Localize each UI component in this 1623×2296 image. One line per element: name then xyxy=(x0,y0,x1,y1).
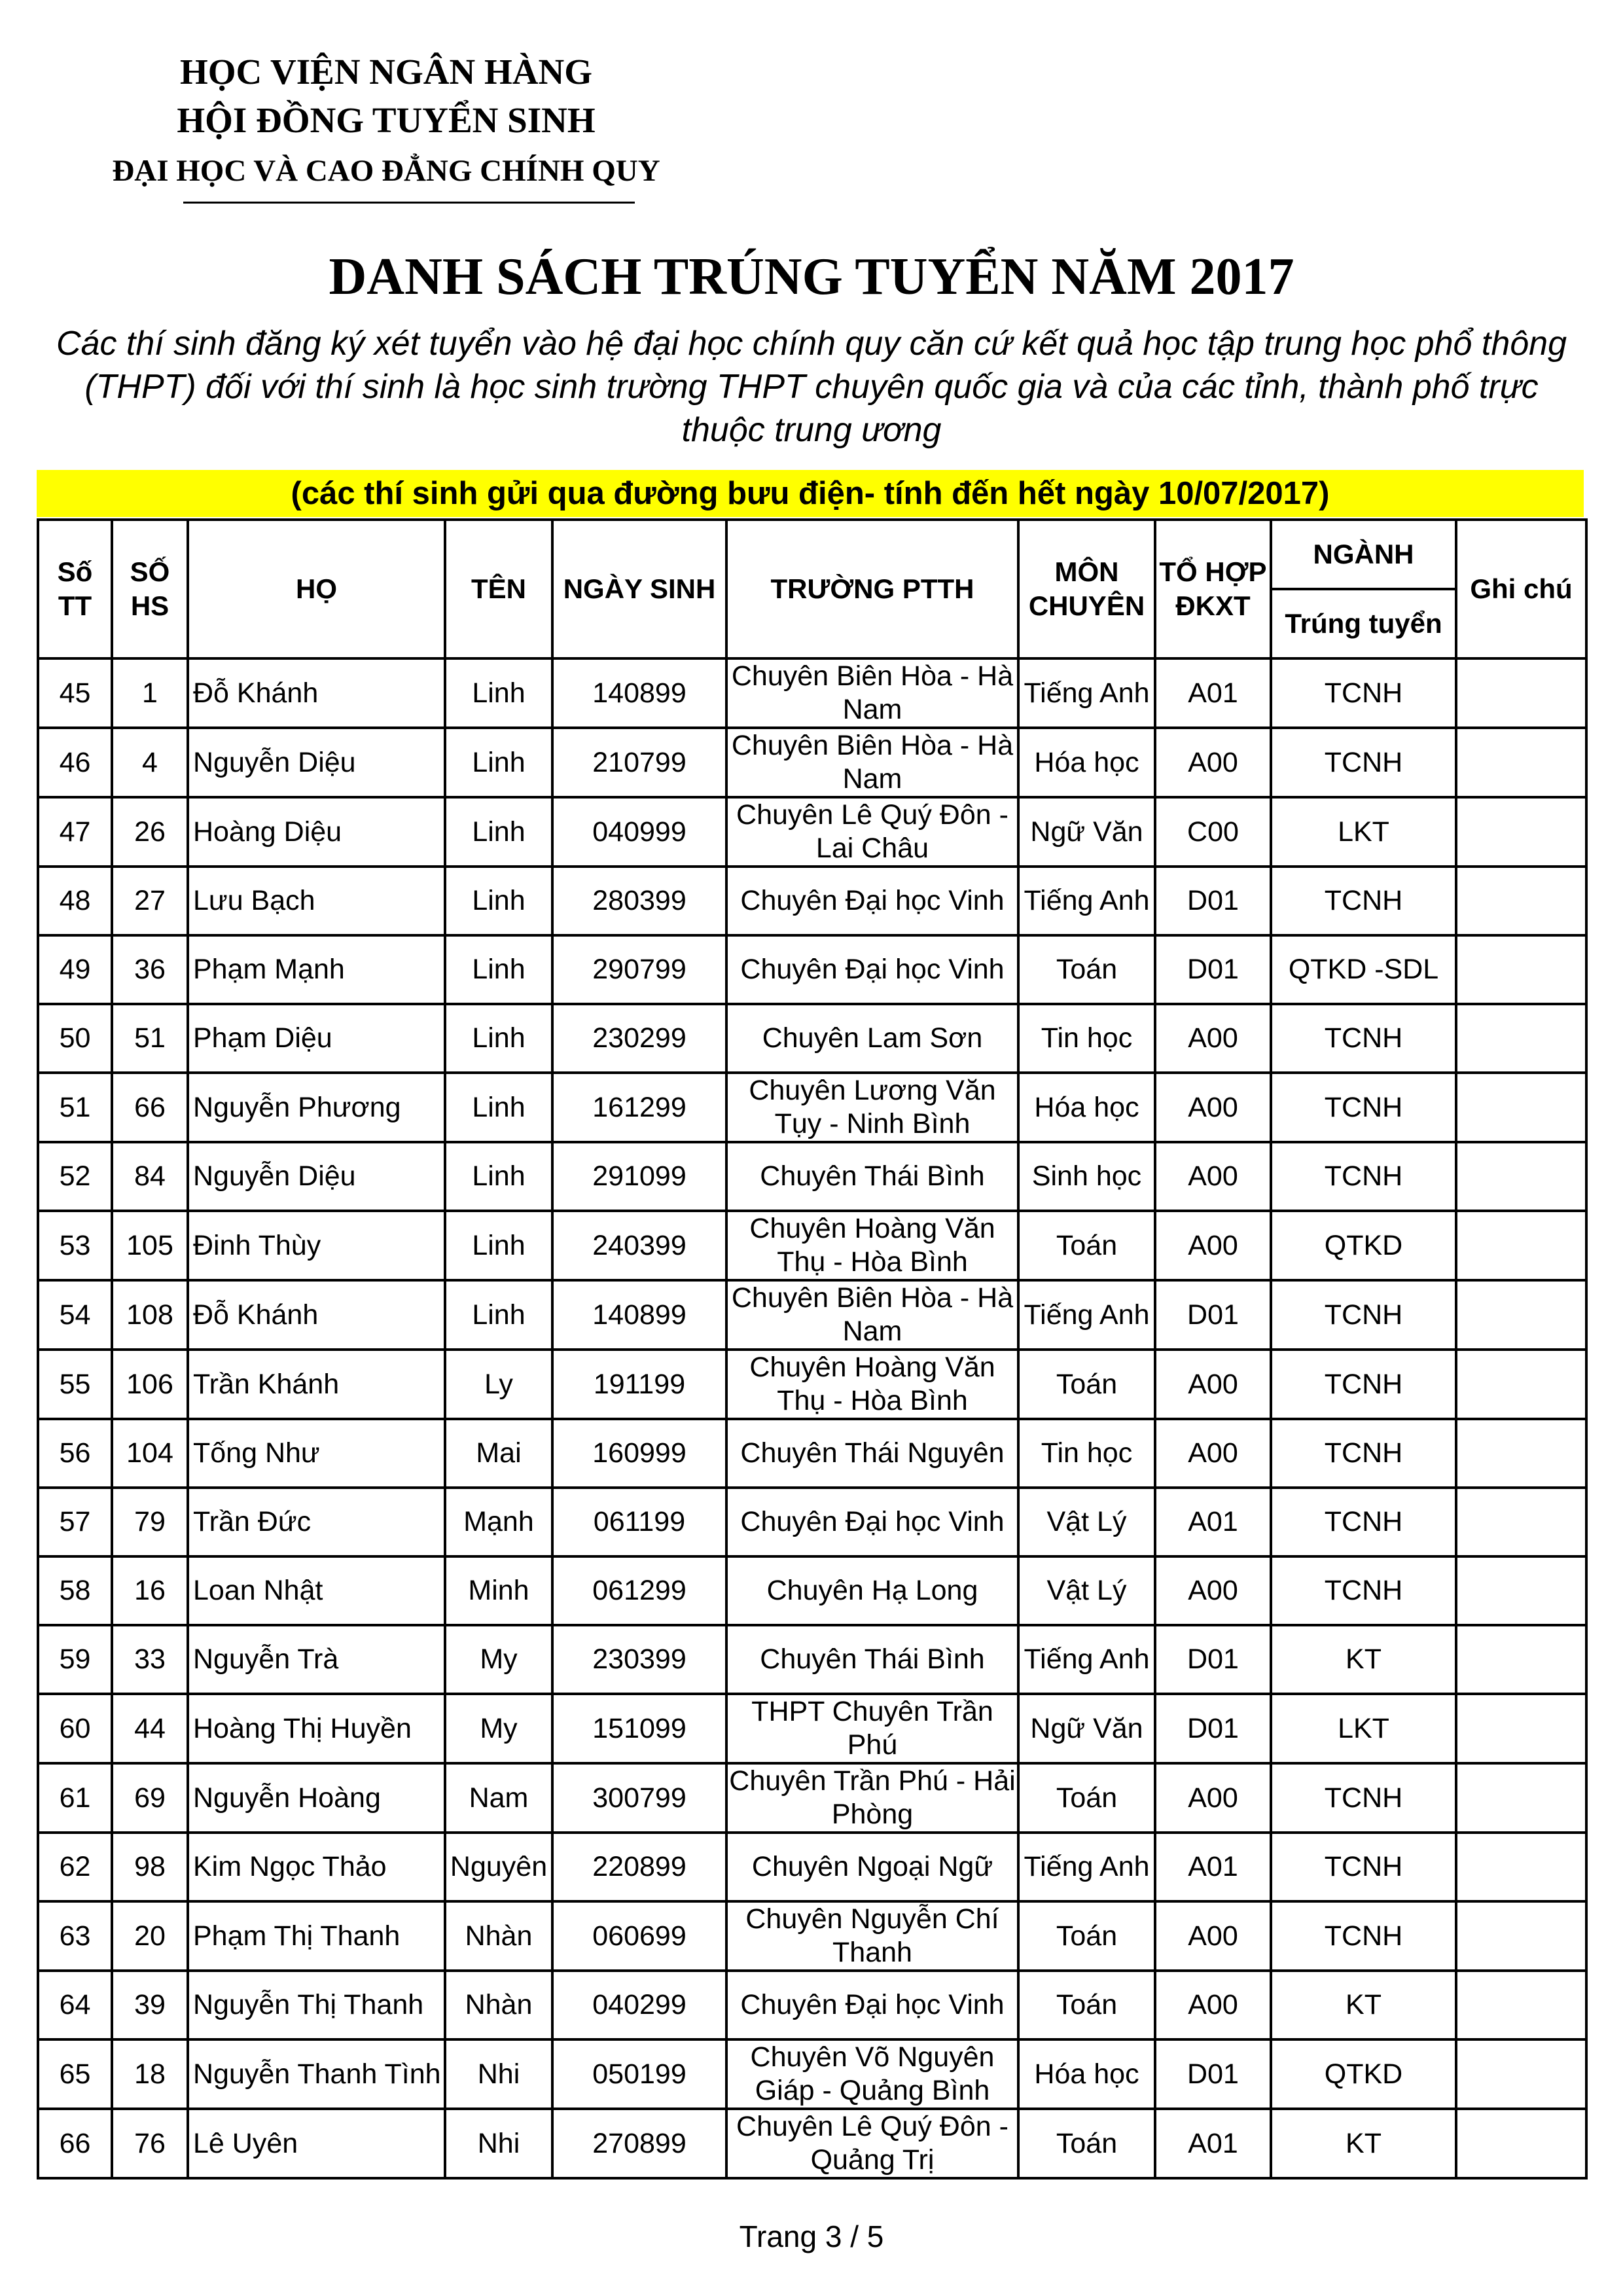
header-nganh: NGÀNH xyxy=(1271,520,1456,589)
cell-to-hop: A00 xyxy=(1155,1763,1271,1833)
cell-so-hs: 39 xyxy=(112,1971,188,2039)
cell-truong: Chuyên Hoàng Văn Thụ - Hòa Bình xyxy=(726,1211,1018,1280)
cell-ghi-chu xyxy=(1456,1211,1586,1280)
cell-mon-chuyen: Hóa học xyxy=(1018,1073,1155,1142)
cell-so-hs: 76 xyxy=(112,2109,188,2178)
table-row xyxy=(38,1073,1586,1142)
cell-mon-chuyen: Hóa học xyxy=(1018,728,1155,797)
cell-so-hs: 1 xyxy=(112,658,188,728)
cell-so-hs: 4 xyxy=(112,728,188,797)
cell-mon-chuyen: Toán xyxy=(1018,1971,1155,2039)
cell-ho: Nguyễn Thị Thanh xyxy=(188,1971,445,2039)
cell-ho: Phạm Diệu xyxy=(188,1004,445,1073)
cell-to-hop: D01 xyxy=(1155,2039,1271,2109)
cell-ho: Nguyễn Trà xyxy=(188,1625,445,1694)
cell-stt: 57 xyxy=(38,1488,112,1556)
cell-ten: Nhàn xyxy=(445,1971,552,2039)
cell-mon-chuyen: Toán xyxy=(1018,1350,1155,1419)
cell-ho: Tống Như xyxy=(188,1419,445,1488)
cell-ho: Loan Nhật xyxy=(188,1556,445,1625)
cell-so-hs: 18 xyxy=(112,2039,188,2109)
cell-nganh: QTKD xyxy=(1271,2039,1456,2109)
cell-ho: Đỗ Khánh xyxy=(188,1280,445,1350)
cell-stt: 49 xyxy=(38,935,112,1004)
cell-mon-chuyen: Toán xyxy=(1018,2109,1155,2178)
cell-to-hop: A00 xyxy=(1155,1211,1271,1280)
table-row xyxy=(38,1901,1586,1971)
cell-mon-chuyen: Sinh học xyxy=(1018,1142,1155,1211)
cell-mon-chuyen: Toán xyxy=(1018,1211,1155,1280)
cell-mon-chuyen: Ngữ Văn xyxy=(1018,797,1155,867)
cell-ten: Mạnh xyxy=(445,1488,552,1556)
cell-to-hop: A00 xyxy=(1155,1556,1271,1625)
cell-truong: Chuyên Đại học Vinh xyxy=(726,1488,1018,1556)
cell-to-hop: A00 xyxy=(1155,1971,1271,2039)
table-row xyxy=(38,1488,1586,1556)
cell-stt: 61 xyxy=(38,1763,112,1833)
cell-ngay-sinh: 220899 xyxy=(552,1833,726,1901)
cell-ten: Nam xyxy=(445,1763,552,1833)
cell-mon-chuyen: Hóa học xyxy=(1018,2039,1155,2109)
cell-so-hs: 44 xyxy=(112,1694,188,1763)
cell-ghi-chu xyxy=(1456,1833,1586,1901)
document-subtitle: Các thí sinh đăng ký xét tuyển vào hệ đại học chính quy căn cứ kết quả học tập trung học phổ thông (THPT) đối với thí sinh là học sinh trường THPT chuyên quốc gia và của các tỉnh, thành phố trực thuộc trung ương xyxy=(56,325,1567,449)
cell-nganh: KT xyxy=(1271,1625,1456,1694)
cell-stt: 45 xyxy=(38,658,112,728)
table-row xyxy=(38,935,1586,1004)
cell-nganh: TCNH xyxy=(1271,1280,1456,1350)
cell-ghi-chu xyxy=(1456,1142,1586,1211)
cell-ten: Mai xyxy=(445,1419,552,1488)
highlight-band: (các thí sinh gửi qua đường bưu điện- tính đến hết ngày 10/07/2017) xyxy=(37,470,1584,517)
cell-ten: Linh xyxy=(445,935,552,1004)
cell-ho: Nguyễn Diệu xyxy=(188,728,445,797)
cell-so-hs: 106 xyxy=(112,1350,188,1419)
cell-ho: Trần Khánh xyxy=(188,1350,445,1419)
cell-ghi-chu xyxy=(1456,2109,1586,2178)
cell-ghi-chu xyxy=(1456,1694,1586,1763)
header-ho: HỌ xyxy=(188,520,445,658)
cell-ngay-sinh: 050199 xyxy=(552,2039,726,2109)
cell-to-hop: D01 xyxy=(1155,1280,1271,1350)
cell-mon-chuyen: Toán xyxy=(1018,1763,1155,1833)
header-ngay-sinh: NGÀY SINH xyxy=(552,520,726,658)
cell-ten: Linh xyxy=(445,1073,552,1142)
cell-so-hs: 16 xyxy=(112,1556,188,1625)
cell-ghi-chu xyxy=(1456,1971,1586,2039)
cell-truong: Chuyên Biên Hòa - Hà Nam xyxy=(726,1280,1018,1350)
cell-to-hop: A01 xyxy=(1155,2109,1271,2178)
cell-ngay-sinh: 060699 xyxy=(552,1901,726,1971)
cell-so-hs: 26 xyxy=(112,797,188,867)
cell-ngay-sinh: 230299 xyxy=(552,1004,726,1073)
cell-nganh: TCNH xyxy=(1271,1073,1456,1142)
cell-ngay-sinh: 270899 xyxy=(552,2109,726,2178)
cell-ho: Nguyễn Thanh Tình xyxy=(188,2039,445,2109)
cell-ngay-sinh: 040299 xyxy=(552,1971,726,2039)
cell-mon-chuyen: Tiếng Anh xyxy=(1018,1625,1155,1694)
cell-ho: Hoàng Diệu xyxy=(188,797,445,867)
cell-truong: Chuyên Nguyễn Chí Thanh xyxy=(726,1901,1018,1971)
cell-truong: Chuyên Ngoại Ngữ xyxy=(726,1833,1018,1901)
cell-stt: 56 xyxy=(38,1419,112,1488)
header-truong: TRƯỜNG PTTH xyxy=(726,520,1018,658)
table-row xyxy=(38,1833,1586,1901)
cell-nganh: QTKD xyxy=(1271,1211,1456,1280)
cell-truong: Chuyên Đại học Vinh xyxy=(726,1971,1018,2039)
cell-to-hop: D01 xyxy=(1155,1694,1271,1763)
cell-to-hop: A00 xyxy=(1155,1073,1271,1142)
cell-ngay-sinh: 290799 xyxy=(552,935,726,1004)
cell-truong: Chuyên Thái Nguyên xyxy=(726,1419,1018,1488)
cell-so-hs: 36 xyxy=(112,935,188,1004)
cell-truong: Chuyên Lương Văn Tụy - Ninh Bình xyxy=(726,1073,1018,1142)
table-row xyxy=(38,1142,1586,1211)
cell-ghi-chu xyxy=(1456,1004,1586,1073)
cell-nganh: TCNH xyxy=(1271,1556,1456,1625)
cell-truong: Chuyên Hoàng Văn Thụ - Hòa Bình xyxy=(726,1350,1018,1419)
table-row xyxy=(38,2109,1586,2178)
cell-ten: My xyxy=(445,1625,552,1694)
cell-to-hop: A00 xyxy=(1155,1142,1271,1211)
cell-so-hs: 104 xyxy=(112,1419,188,1488)
cell-stt: 66 xyxy=(38,2109,112,2178)
cell-ho: Trần Đức xyxy=(188,1488,445,1556)
cell-ngay-sinh: 061199 xyxy=(552,1488,726,1556)
table-row xyxy=(38,867,1586,935)
cell-stt: 51 xyxy=(38,1073,112,1142)
cell-to-hop: A01 xyxy=(1155,1833,1271,1901)
cell-ngay-sinh: 161299 xyxy=(552,1073,726,1142)
header-to-hop: TỔ HỢP ĐKXT xyxy=(1155,520,1271,658)
cell-so-hs: 108 xyxy=(112,1280,188,1350)
cell-ghi-chu xyxy=(1456,1073,1586,1142)
cell-ho: Lưu Bạch xyxy=(188,867,445,935)
cell-so-hs: 27 xyxy=(112,867,188,935)
cell-truong: Chuyên Đại học Vinh xyxy=(726,867,1018,935)
cell-ten: Linh xyxy=(445,1211,552,1280)
cell-ten: Nhàn xyxy=(445,1901,552,1971)
cell-ghi-chu xyxy=(1456,1556,1586,1625)
cell-ten: Nhi xyxy=(445,2039,552,2109)
cell-ngay-sinh: 140899 xyxy=(552,1280,726,1350)
cell-so-hs: 20 xyxy=(112,1901,188,1971)
cell-to-hop: D01 xyxy=(1155,867,1271,935)
cell-ten: My xyxy=(445,1694,552,1763)
program-name: ĐẠI HỌC VÀ CAO ĐẲNG CHÍNH QUY xyxy=(112,154,660,188)
cell-so-hs: 105 xyxy=(112,1211,188,1280)
cell-truong: Chuyên Lam Sơn xyxy=(726,1004,1018,1073)
cell-to-hop: A01 xyxy=(1155,658,1271,728)
header-stt: Số TT xyxy=(38,520,112,658)
header-so-hs: SỐ HS xyxy=(112,520,188,658)
cell-nganh: TCNH xyxy=(1271,658,1456,728)
cell-ten: Ly xyxy=(445,1350,552,1419)
cell-ngay-sinh: 291099 xyxy=(552,1142,726,1211)
cell-ho: Đỗ Khánh xyxy=(188,658,445,728)
cell-to-hop: A00 xyxy=(1155,1419,1271,1488)
table-body xyxy=(38,658,1586,2178)
cell-stt: 55 xyxy=(38,1350,112,1419)
cell-ngay-sinh: 191199 xyxy=(552,1350,726,1419)
cell-mon-chuyen: Ngữ Văn xyxy=(1018,1694,1155,1763)
cell-ghi-chu xyxy=(1456,1488,1586,1556)
cell-stt: 53 xyxy=(38,1211,112,1280)
council-name: HỘI ĐỒNG TUYỂN SINH xyxy=(177,100,596,140)
header-underline xyxy=(183,202,635,204)
cell-ghi-chu xyxy=(1456,797,1586,867)
cell-ho: Nguyễn Phương xyxy=(188,1073,445,1142)
cell-stt: 47 xyxy=(38,797,112,867)
cell-ho: Kim Ngọc Thảo xyxy=(188,1833,445,1901)
cell-mon-chuyen: Tiếng Anh xyxy=(1018,1280,1155,1350)
cell-nganh: TCNH xyxy=(1271,1901,1456,1971)
table-row xyxy=(38,658,1586,728)
header-trung-tuyen: Trúng tuyển xyxy=(1271,589,1456,658)
cell-ten: Linh xyxy=(445,1004,552,1073)
cell-mon-chuyen: Tin học xyxy=(1018,1004,1155,1073)
cell-ghi-chu xyxy=(1456,658,1586,728)
cell-nganh: LKT xyxy=(1271,797,1456,867)
cell-nganh: KT xyxy=(1271,2109,1456,2178)
header-mon-chuyen: MÔN CHUYÊN xyxy=(1018,520,1155,658)
cell-nganh: QTKD -SDL xyxy=(1271,935,1456,1004)
header-ten: TÊN xyxy=(445,520,552,658)
cell-truong: Chuyên Đại học Vinh xyxy=(726,935,1018,1004)
cell-ngay-sinh: 061299 xyxy=(552,1556,726,1625)
cell-nganh: TCNH xyxy=(1271,1142,1456,1211)
cell-stt: 50 xyxy=(38,1004,112,1073)
cell-ten: Linh xyxy=(445,1280,552,1350)
cell-ngay-sinh: 280399 xyxy=(552,867,726,935)
cell-mon-chuyen: Tiếng Anh xyxy=(1018,867,1155,935)
cell-ngay-sinh: 151099 xyxy=(552,1694,726,1763)
cell-so-hs: 33 xyxy=(112,1625,188,1694)
cell-mon-chuyen: Tiếng Anh xyxy=(1018,1833,1155,1901)
cell-nganh: KT xyxy=(1271,1971,1456,2039)
table-row xyxy=(38,1350,1586,1419)
cell-stt: 60 xyxy=(38,1694,112,1763)
cell-ngay-sinh: 140899 xyxy=(552,658,726,728)
cell-mon-chuyen: Toán xyxy=(1018,1901,1155,1971)
cell-ghi-chu xyxy=(1456,728,1586,797)
cell-so-hs: 79 xyxy=(112,1488,188,1556)
cell-ghi-chu xyxy=(1456,2039,1586,2109)
cell-ghi-chu xyxy=(1456,935,1586,1004)
cell-mon-chuyen: Tiếng Anh xyxy=(1018,658,1155,728)
cell-ho: Nguyễn Hoàng xyxy=(188,1763,445,1833)
cell-nganh: TCNH xyxy=(1271,1004,1456,1073)
cell-ho: Phạm Mạnh xyxy=(188,935,445,1004)
cell-ngay-sinh: 210799 xyxy=(552,728,726,797)
cell-so-hs: 98 xyxy=(112,1833,188,1901)
cell-mon-chuyen: Vật Lý xyxy=(1018,1488,1155,1556)
cell-nganh: TCNH xyxy=(1271,1419,1456,1488)
cell-ghi-chu xyxy=(1456,867,1586,935)
cell-to-hop: A00 xyxy=(1155,728,1271,797)
cell-stt: 46 xyxy=(38,728,112,797)
cell-so-hs: 69 xyxy=(112,1763,188,1833)
cell-to-hop: D01 xyxy=(1155,1625,1271,1694)
cell-nganh: LKT xyxy=(1271,1694,1456,1763)
cell-ghi-chu xyxy=(1456,1901,1586,1971)
cell-stt: 62 xyxy=(38,1833,112,1901)
cell-ho: Phạm Thị Thanh xyxy=(188,1901,445,1971)
cell-truong: THPT Chuyên Trần Phú xyxy=(726,1694,1018,1763)
admission-table xyxy=(37,518,1588,2179)
cell-truong: Chuyên Biên Hòa - Hà Nam xyxy=(726,658,1018,728)
cell-mon-chuyen: Vật Lý xyxy=(1018,1556,1155,1625)
cell-truong: Chuyên Hạ Long xyxy=(726,1556,1018,1625)
cell-truong: Chuyên Thái Bình xyxy=(726,1625,1018,1694)
cell-nganh: TCNH xyxy=(1271,1350,1456,1419)
cell-ho: Đinh Thùy xyxy=(188,1211,445,1280)
cell-ghi-chu xyxy=(1456,1763,1586,1833)
cell-truong: Chuyên Biên Hòa - Hà Nam xyxy=(726,728,1018,797)
header-ghi-chu: Ghi chú xyxy=(1456,520,1586,658)
cell-ho: Hoàng Thị Huyền xyxy=(188,1694,445,1763)
cell-mon-chuyen: Toán xyxy=(1018,935,1155,1004)
cell-nganh: TCNH xyxy=(1271,867,1456,935)
cell-to-hop: C00 xyxy=(1155,797,1271,867)
cell-stt: 64 xyxy=(38,1971,112,2039)
cell-truong: Chuyên Võ Nguyên Giáp - Quảng Bình xyxy=(726,2039,1018,2109)
institution-name: HỌC VIỆN NGÂN HÀNG xyxy=(179,52,592,92)
cell-ten: Linh xyxy=(445,1142,552,1211)
table-row xyxy=(38,797,1586,867)
cell-ten: Linh xyxy=(445,728,552,797)
cell-ten: Nhi xyxy=(445,2109,552,2178)
cell-stt: 59 xyxy=(38,1625,112,1694)
cell-ghi-chu xyxy=(1456,1280,1586,1350)
cell-ngay-sinh: 300799 xyxy=(552,1763,726,1833)
cell-stt: 52 xyxy=(38,1142,112,1211)
cell-to-hop: D01 xyxy=(1155,935,1271,1004)
cell-stt: 54 xyxy=(38,1280,112,1350)
cell-to-hop: A00 xyxy=(1155,1901,1271,1971)
table-row xyxy=(38,2039,1586,2109)
cell-nganh: TCNH xyxy=(1271,1488,1456,1556)
table-row xyxy=(38,1211,1586,1280)
cell-truong: Chuyên Thái Bình xyxy=(726,1142,1018,1211)
cell-to-hop: A01 xyxy=(1155,1488,1271,1556)
cell-so-hs: 66 xyxy=(112,1073,188,1142)
cell-ngay-sinh: 230399 xyxy=(552,1625,726,1694)
cell-ho: Lê Uyên xyxy=(188,2109,445,2178)
table-row xyxy=(38,1419,1586,1488)
cell-ten: Linh xyxy=(445,867,552,935)
page-number: Trang 3 / 5 xyxy=(739,2219,884,2253)
cell-so-hs: 84 xyxy=(112,1142,188,1211)
cell-mon-chuyen: Tin học xyxy=(1018,1419,1155,1488)
cell-ten: Minh xyxy=(445,1556,552,1625)
cell-ngay-sinh: 040999 xyxy=(552,797,726,867)
cell-ngay-sinh: 240399 xyxy=(552,1211,726,1280)
table-row xyxy=(38,728,1586,797)
table-row xyxy=(38,1763,1586,1833)
cell-stt: 63 xyxy=(38,1901,112,1971)
cell-ngay-sinh: 160999 xyxy=(552,1419,726,1488)
cell-stt: 48 xyxy=(38,867,112,935)
cell-stt: 65 xyxy=(38,2039,112,2109)
cell-to-hop: A00 xyxy=(1155,1004,1271,1073)
cell-nganh: TCNH xyxy=(1271,1833,1456,1901)
cell-ghi-chu xyxy=(1456,1350,1586,1419)
table-row xyxy=(38,1556,1586,1625)
table-row xyxy=(38,1625,1586,1694)
table-row xyxy=(38,1280,1586,1350)
cell-truong: Chuyên Lê Quý Đôn - Quảng Trị xyxy=(726,2109,1018,2178)
cell-ten: Linh xyxy=(445,658,552,728)
table-row xyxy=(38,1004,1586,1073)
cell-stt: 58 xyxy=(38,1556,112,1625)
cell-ten: Nguyên xyxy=(445,1833,552,1901)
cell-truong: Chuyên Trần Phú - Hải Phòng xyxy=(726,1763,1018,1833)
cell-ghi-chu xyxy=(1456,1625,1586,1694)
cell-nganh: TCNH xyxy=(1271,1763,1456,1833)
cell-nganh: TCNH xyxy=(1271,728,1456,797)
cell-ho: Nguyễn Diệu xyxy=(188,1142,445,1211)
cell-ghi-chu xyxy=(1456,1419,1586,1488)
cell-to-hop: A00 xyxy=(1155,1350,1271,1419)
table-row xyxy=(38,1694,1586,1763)
cell-ten: Linh xyxy=(445,797,552,867)
document-title: DANH SÁCH TRÚNG TUYỂN NĂM 2017 xyxy=(329,248,1294,306)
table-row xyxy=(38,1971,1586,2039)
cell-truong: Chuyên Lê Quý Đôn - Lai Châu xyxy=(726,797,1018,867)
cell-so-hs: 51 xyxy=(112,1004,188,1073)
